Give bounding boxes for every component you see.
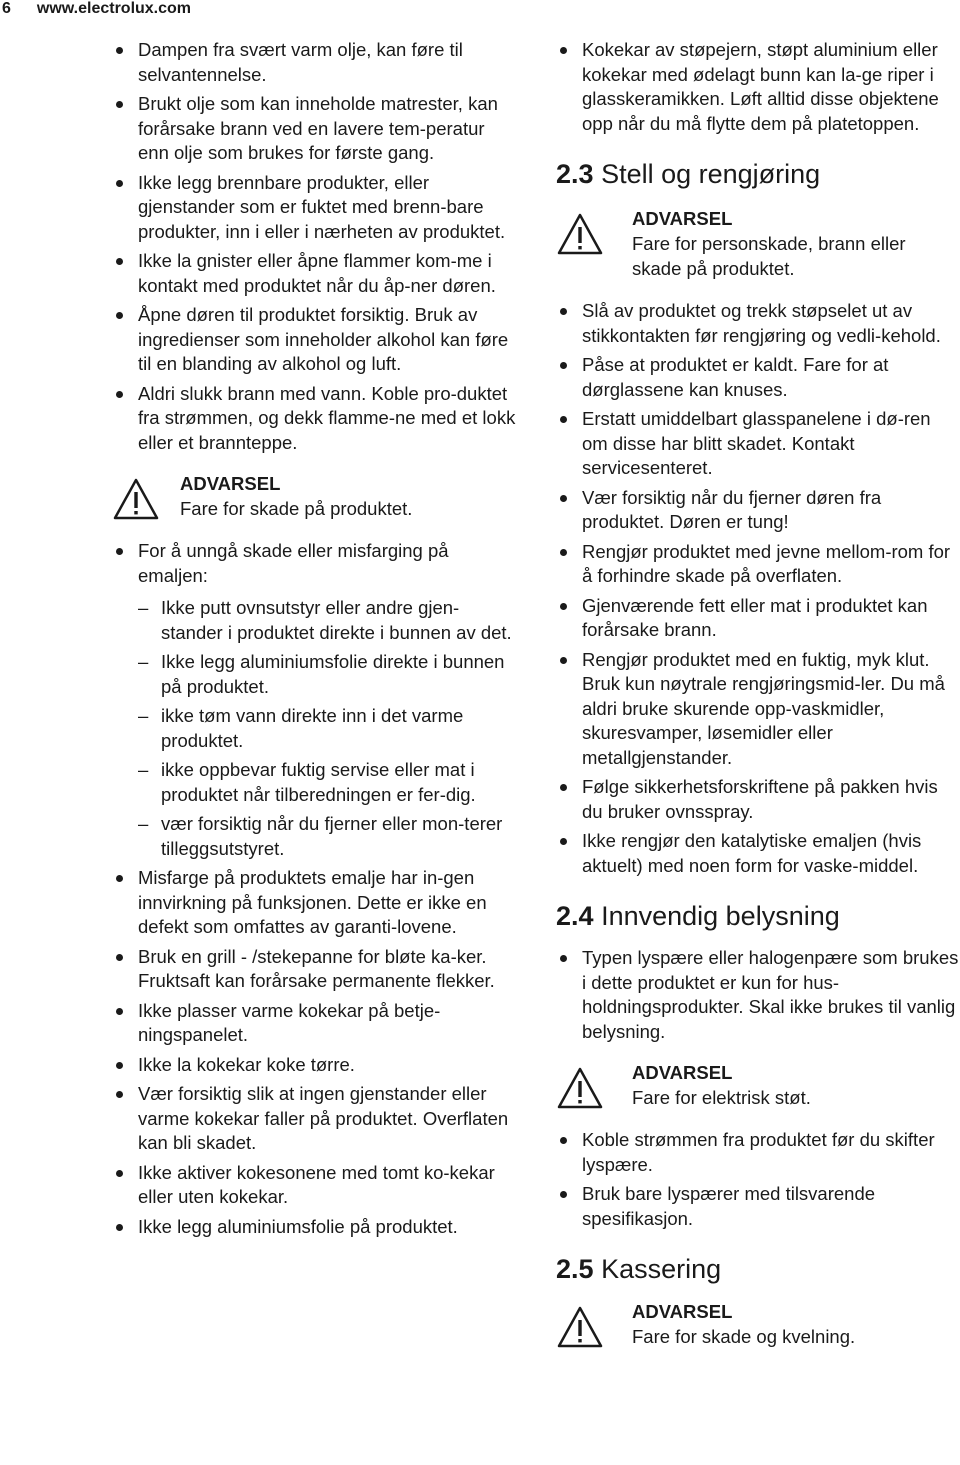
dash-item: – vær forsiktig når du fjerner eller mon-terer tilleggsutstyret.: [138, 812, 520, 861]
list-item: Ikke plasser varme kokekar på betje-ningspanelet.: [112, 999, 520, 1048]
section-number: 2.4: [556, 901, 594, 931]
list-item: Koble strømmen fra produktet før du skifter lyspære.: [556, 1128, 960, 1177]
page-header: [0, 0, 191, 22]
bullet-list-cookware: [556, 38, 960, 136]
enamel-intro: For å unngå skade eller misfarging på emaljen:: [138, 540, 449, 586]
list-item: Gjenværende fett eller mat i produktet kan forårsake brann.: [556, 594, 960, 643]
warning-box: [2, 471, 520, 521]
list-item: Aldri slukk brann med vann. Koble pro-duktet fra strømmen, og dekk flamme-ne med et lokk eller et brannteppe.: [112, 382, 520, 456]
warning-title: ADVARSEL: [632, 1301, 733, 1322]
list-item: Bruk bare lyspærer med tilsvarende spesifikasjon.: [556, 1182, 960, 1231]
bullet-list-enamel: [112, 539, 520, 1239]
warning-text: Fare for skade på produktet.: [180, 498, 413, 519]
warning-text: Fare for personskade, brann eller skade på produktet.: [632, 233, 906, 279]
section-heading-2-5: [556, 1253, 960, 1285]
list-item: Ikke legg brennbare produkter, eller gjenstander som er fuktet med brenn-bare produkter, inn i eller i nærheten av produktet.: [112, 171, 520, 245]
section-title: Innvendig belysning: [601, 901, 840, 931]
bullet-list-lighting: [556, 946, 960, 1044]
list-item: Rengjør produktet med en fuktig, myk klut. Bruk kun nøytrale rengjøringsmid-ler. Du må aldri bruke skurende opp-vaskmidler, skuresvamper, løsemidler eller metallgjenstander.: [556, 648, 960, 771]
list-item: Misfarge på produktets emalje har in-gen innvirkning på funksjonen. Dette er ikke en defekt som omfattes av garanti-lovene.: [112, 866, 520, 940]
warning-text: Fare for skade og kvelning.: [632, 1326, 856, 1347]
warning-triangle-icon: [556, 1066, 604, 1110]
dash-item: – ikke tøm vann direkte inn i det varme produktet.: [138, 704, 520, 753]
right-column: [556, 38, 960, 1367]
list-item: Typen lyspære eller halogenpære som brukes i dette produktet er kun for hus-holdningsprodukter. Skal ikke brukes til vanlig belysning.: [556, 946, 960, 1044]
list-item: Ikke la kokekar koke tørre.: [112, 1053, 520, 1078]
section-title: Stell og rengjøring: [601, 159, 821, 189]
list-item: Dampen fra svært varm olje, kan føre til selvantennelse.: [112, 38, 520, 87]
list-item: Ikke legg aluminiumsfolie på produktet.: [112, 1215, 520, 1240]
page-number: 6: [2, 0, 11, 17]
list-item: Vær forsiktig når du fjerner døren fra produktet. Døren er tung!: [556, 486, 960, 535]
list-item: [112, 539, 520, 861]
warning-triangle-icon: [556, 1305, 604, 1349]
section-number: 2.5: [556, 1254, 594, 1284]
warning-box: [556, 1060, 960, 1110]
site-url: www.electrolux.com: [36, 0, 192, 17]
warning-box: [556, 206, 960, 281]
section-heading-2-4: [556, 900, 960, 932]
warning-triangle-icon: [112, 477, 160, 521]
list-item: Følge sikkerhetsforskriftene på pakken hvis du bruker ovnsspray.: [556, 775, 960, 824]
warning-triangle-icon: [556, 212, 604, 256]
list-item: Ikke rengjør den katalytiske emaljen (hvis aktuelt) med noen form for vaske-middel.: [556, 829, 960, 878]
section-number: 2.3: [556, 159, 594, 189]
list-item: Ikke aktiver kokesonene med tomt ko-kekar eller uten kokekar.: [112, 1161, 520, 1210]
list-item: Rengjør produktet med jevne mellom-rom for å forhindre skade på overflaten.: [556, 540, 960, 589]
list-item: Slå av produktet og trekk støpselet ut av stikkontakten før rengjøring og vedli-kehold.: [556, 299, 960, 348]
section-title: Kassering: [601, 1254, 722, 1284]
list-item: Åpne døren til produktet forsiktig. Bruk av ingredienser som inneholder alkohol kan føre til en blanding av alkohol og luft.: [112, 303, 520, 377]
warning-box: [556, 1299, 960, 1349]
left-column: [112, 38, 520, 1244]
dash-list: [138, 596, 520, 861]
warning-title: ADVARSEL: [632, 1062, 733, 1083]
bullet-list-cleaning: [556, 299, 960, 878]
bullet-list-bulbs: [556, 1128, 960, 1231]
list-item: Ikke la gnister eller åpne flammer kom-me i kontakt med produktet når du åp-ner døren.: [112, 249, 520, 298]
bullet-list-top: [112, 38, 520, 455]
list-item: Bruk en grill - /stekepanne for bløte ka-ker. Fruktsaft kan forårsake permanente flekker.: [112, 945, 520, 994]
warning-title: ADVARSEL: [632, 208, 733, 229]
warning-title: ADVARSEL: [180, 473, 281, 494]
list-item: Kokekar av støpejern, støpt aluminium eller kokekar med ødelagt bunn kan la-ge riper i glasskeramikken. Løft alltid disse objektene opp når du må flytte dem på platetoppen.: [556, 38, 960, 136]
dash-item: – Ikke putt ovnsutstyr eller andre gjen-stander i produktet direkte i bunnen av det.: [138, 596, 520, 645]
list-item: Erstatt umiddelbart glasspanelene i dø-ren om disse har blitt skadet. Kontakt servicesenteret.: [556, 407, 960, 481]
dash-item: – Ikke legg aluminiumsfolie direkte i bunnen på produktet.: [138, 650, 520, 699]
dash-item: – ikke oppbevar fuktig servise eller mat i produktet når tilberedningen er fer-dig.: [138, 758, 520, 807]
list-item: Påse at produktet er kaldt. Fare for at dørglassene kan knuses.: [556, 353, 960, 402]
section-heading-2-3: [556, 158, 960, 190]
list-item: Vær forsiktig slik at ingen gjenstander eller varme kokekar faller på produktet. Overflaten kan bli skadet.: [112, 1082, 520, 1156]
warning-text: Fare for elektrisk støt.: [632, 1087, 811, 1108]
list-item: Brukt olje som kan inneholde matrester, kan forårsake brann ved en lavere tem-peratur enn olje som brukes for første gang.: [112, 92, 520, 166]
